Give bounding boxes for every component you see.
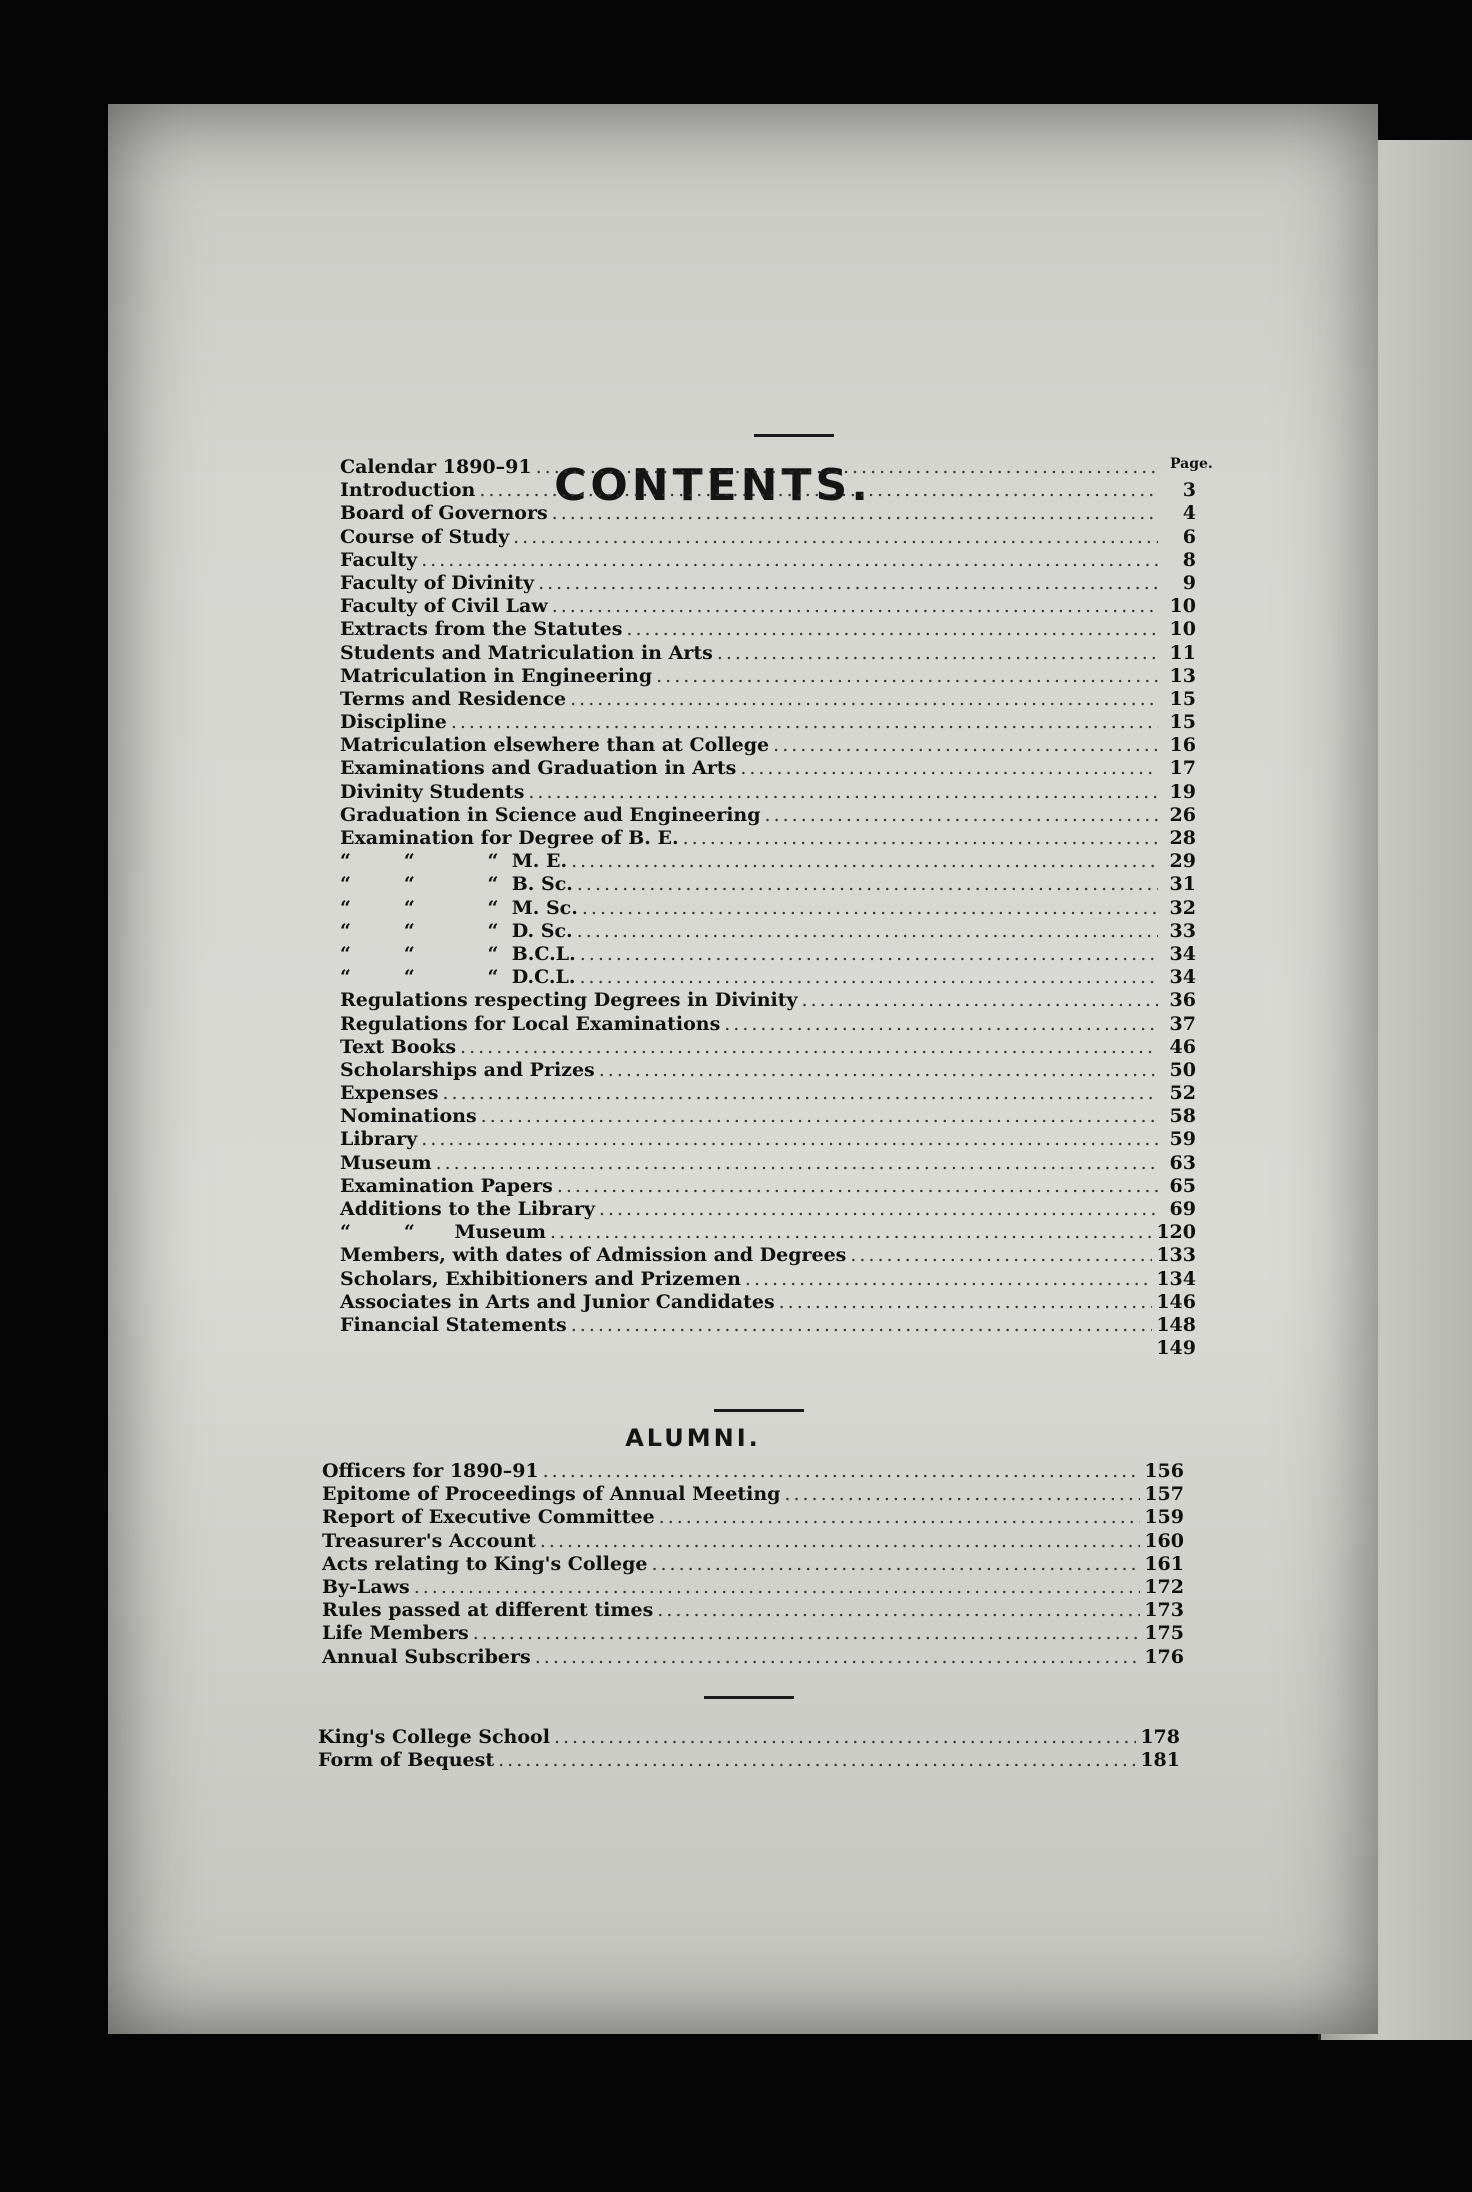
entry-page-number: 34 — [1169, 942, 1196, 965]
dot-leader — [421, 549, 1158, 572]
dot-leader — [552, 502, 1158, 525]
entry-title: “ “ Museum — [340, 1221, 547, 1244]
entry-page-number: 8 — [1182, 548, 1196, 571]
entry-title: Nominations — [340, 1105, 477, 1128]
dot-leader — [577, 920, 1158, 943]
entry-page-number: 178 — [1140, 1726, 1180, 1748]
entry-page-number: 69 — [1169, 1198, 1196, 1220]
entry-title: Museum — [340, 1151, 432, 1174]
contents-entry — [340, 479, 1196, 502]
entry-title: Report of Executive Committee — [322, 1506, 655, 1529]
entry-title: “ “ “ M. E. — [340, 850, 568, 873]
dot-leader — [498, 1749, 1136, 1772]
alumni-entry — [322, 1622, 1184, 1645]
contents-entry — [340, 781, 1196, 804]
entry-page-number: 157 — [1144, 1483, 1184, 1506]
contents-entry — [340, 1198, 1196, 1221]
entry-page-number: 16 — [1169, 734, 1196, 757]
entry-page-number: 133 — [1156, 1244, 1196, 1267]
entry-title: Course of Study — [340, 525, 510, 548]
school-entry — [318, 1726, 1180, 1749]
contents-entry — [340, 804, 1196, 827]
dot-leader — [536, 456, 1158, 479]
contents-entry — [340, 943, 1196, 966]
contents-entry — [340, 502, 1196, 525]
dot-leader — [657, 1599, 1140, 1622]
entry-title: Faculty of Civil Law — [340, 595, 548, 618]
alumni-entry — [322, 1483, 1184, 1506]
title-rule — [754, 434, 834, 437]
dot-leader — [513, 526, 1158, 549]
dot-leader — [570, 688, 1158, 711]
contents-entry — [340, 1036, 1196, 1059]
entry-title: Terms and Residence — [340, 687, 567, 710]
dot-leader — [582, 897, 1158, 920]
dot-leader — [528, 781, 1158, 804]
entry-title: Life Members — [322, 1622, 469, 1645]
entry-title: Regulations respecting Degrees in Divinity — [340, 989, 798, 1012]
dot-leader — [543, 1460, 1141, 1483]
alumni-entry — [322, 1576, 1184, 1599]
entry-title: Treasurer's Account — [322, 1529, 536, 1552]
entry-page-number: 11 — [1169, 641, 1196, 664]
dot-leader — [540, 1530, 1140, 1553]
entry-page-number: 13 — [1169, 664, 1196, 687]
entry-page-number: 59 — [1169, 1128, 1196, 1151]
entry-title: Graduation in Science aud Engineering — [340, 803, 761, 826]
entry-page-number: 19 — [1169, 780, 1196, 803]
alumni-entry — [322, 1646, 1184, 1669]
entry-title: Divinity Students — [340, 780, 525, 803]
entry-page-number: 28 — [1169, 827, 1196, 849]
contents-entry — [340, 711, 1196, 734]
entry-page-number: 29 — [1169, 850, 1196, 873]
contents-entry — [340, 1244, 1196, 1267]
entry-title: “ “ “ D. Sc. — [340, 919, 573, 942]
contents-entry — [340, 1291, 1196, 1314]
contents-entry — [340, 989, 1196, 1012]
contents-entry — [340, 873, 1196, 896]
dot-leader — [421, 1128, 1158, 1151]
contents-entry — [340, 1105, 1196, 1128]
school-entry — [318, 1749, 1180, 1772]
entry-page-number: 172 — [1144, 1575, 1184, 1598]
alumni-entry — [322, 1530, 1184, 1553]
contents-entry — [340, 665, 1196, 688]
entry-page-number: 15 — [1169, 687, 1196, 710]
alumni-contents-list — [322, 1460, 1184, 1669]
contents-entry — [340, 966, 1196, 989]
contents-entry — [340, 1128, 1196, 1151]
contents-entry — [340, 757, 1196, 780]
entry-page-number: 175 — [1144, 1622, 1184, 1645]
contents-entry — [340, 1013, 1196, 1036]
contents-entry — [340, 1059, 1196, 1082]
entry-page-number: 176 — [1144, 1645, 1184, 1668]
dot-leader — [481, 1105, 1158, 1128]
contents-entry — [340, 526, 1196, 549]
entry-title: King's College School — [318, 1726, 550, 1748]
contents-entry — [340, 595, 1196, 618]
dot-leader — [538, 572, 1158, 595]
entry-page-number: 52 — [1169, 1082, 1196, 1105]
entry-page-number: 26 — [1169, 803, 1196, 826]
entry-title: Text Books — [340, 1035, 457, 1058]
contents-entry — [340, 1175, 1196, 1198]
dot-leader — [656, 665, 1158, 688]
dot-leader — [479, 479, 1158, 502]
entry-title: Epitome of Proceedings of Annual Meeting — [322, 1483, 781, 1506]
dot-leader — [414, 1576, 1141, 1599]
entry-page-number: 15 — [1169, 711, 1196, 734]
entry-title: “ “ “ D.C.L. — [340, 966, 576, 989]
contents-entry — [340, 1268, 1196, 1291]
contents-entry — [340, 1221, 1196, 1244]
dot-leader — [580, 966, 1159, 989]
entry-title: Discipline — [340, 711, 447, 734]
entry-title: Regulations for Local Examinations — [340, 1012, 721, 1035]
entry-title: Matriculation elsewhere than at College — [340, 734, 770, 757]
dot-leader — [659, 1506, 1141, 1529]
dot-leader — [571, 850, 1158, 873]
entry-page-number: 181 — [1140, 1749, 1180, 1772]
dot-leader — [765, 804, 1158, 827]
contents-entry — [340, 1152, 1196, 1175]
entry-title: Introduction — [340, 479, 476, 502]
entry-page-number: 31 — [1169, 873, 1196, 896]
alumni-heading: ALUMNI. — [625, 1424, 761, 1452]
entry-page-number: 3 — [1182, 479, 1196, 502]
dot-leader — [773, 734, 1158, 757]
dot-leader — [550, 1221, 1152, 1244]
entry-title: Students and Matriculation in Arts — [340, 641, 713, 664]
dot-leader — [599, 1059, 1158, 1082]
dot-leader — [473, 1622, 1141, 1645]
entry-page-number: 159 — [1144, 1506, 1184, 1529]
book-page — [108, 104, 1378, 2034]
dot-leader — [554, 1726, 1136, 1749]
entry-page-number: 50 — [1169, 1058, 1196, 1081]
entry-title: Library — [340, 1128, 418, 1151]
dot-leader — [683, 827, 1158, 850]
entry-page-number: 120 — [1156, 1221, 1196, 1244]
school-rule — [704, 1696, 794, 1699]
school-contents-list — [318, 1726, 1180, 1772]
entry-title: Annual Subscribers — [322, 1645, 531, 1668]
entry-title: Officers for 1890–91 — [322, 1460, 539, 1482]
contents-entry — [340, 456, 1196, 479]
dot-leader — [651, 1553, 1140, 1576]
dot-leader — [580, 943, 1158, 966]
contents-entry — [340, 572, 1196, 595]
contents-entry — [340, 1082, 1196, 1105]
entry-page-number: 37 — [1169, 1012, 1196, 1035]
page-title: CONTENTS. — [554, 460, 872, 511]
dot-leader — [745, 1268, 1152, 1291]
entry-page-number: 36 — [1169, 989, 1196, 1012]
alumni-entry — [322, 1553, 1184, 1576]
contents-entry — [340, 734, 1196, 757]
entry-title: By-Laws — [322, 1575, 410, 1598]
dot-leader — [626, 618, 1158, 641]
entry-page-number: 17 — [1169, 757, 1196, 780]
entry-page-number: 6 — [1182, 525, 1196, 548]
entry-title: Expenses — [340, 1082, 439, 1105]
entry-title: “ “ “ M. Sc. — [340, 896, 578, 919]
contents-entry — [340, 920, 1196, 943]
entry-title: Rules passed at different times — [322, 1599, 654, 1622]
dot-leader — [442, 1082, 1158, 1105]
entry-title: Board of Governors — [340, 502, 548, 525]
entry-page-number: 134 — [1156, 1267, 1196, 1290]
entry-page-number: 4 — [1182, 502, 1196, 525]
entry-title: Faculty of Divinity — [340, 571, 535, 594]
alumni-entry — [322, 1506, 1184, 1529]
entry-page-number: 10 — [1169, 595, 1196, 618]
entry-page-number: 58 — [1169, 1105, 1196, 1128]
page-column-label: Page. — [1170, 456, 1213, 472]
entry-title: Examination Papers — [340, 1174, 553, 1197]
dot-leader — [557, 1175, 1158, 1198]
entry-page-number: 9 — [1182, 571, 1196, 594]
alumni-entry — [322, 1460, 1184, 1483]
contents-entry — [340, 549, 1196, 572]
entry-title: Financial Statements — [340, 1313, 567, 1336]
contents-entry — [340, 1337, 1196, 1360]
dot-leader — [724, 1013, 1158, 1036]
entry-title: Acts relating to King's College — [322, 1552, 648, 1575]
dot-leader — [577, 873, 1158, 896]
dot-leader — [784, 1483, 1140, 1506]
dot-leader — [451, 711, 1158, 734]
entry-page-number: 63 — [1169, 1151, 1196, 1174]
dot-leader — [740, 757, 1158, 780]
contents-entry — [340, 1314, 1196, 1337]
entry-page-number: 156 — [1144, 1460, 1184, 1482]
entry-title: Calendar 1890–91 — [340, 456, 532, 478]
dot-leader — [717, 642, 1158, 665]
dot-leader — [779, 1291, 1153, 1314]
entry-page-number: 146 — [1156, 1290, 1196, 1313]
contents-entry — [340, 618, 1196, 641]
entry-title: Form of Bequest — [318, 1749, 495, 1772]
entry-page-number: 161 — [1144, 1552, 1184, 1575]
entry-title: “ “ “ B. Sc. — [340, 873, 573, 896]
entry-title: Extracts from the Statutes — [340, 618, 623, 641]
entry-page-number: 10 — [1169, 618, 1196, 641]
entry-title: “ “ “ B.C.L. — [340, 942, 576, 965]
main-contents-list — [340, 456, 1196, 1360]
entry-title: Faculty — [340, 548, 418, 571]
dot-leader — [460, 1036, 1158, 1059]
entry-title: Matriculation in Engineering — [340, 664, 653, 687]
entry-page-number: 33 — [1169, 919, 1196, 942]
entry-title: Examinations and Graduation in Arts — [340, 757, 737, 780]
entry-title: Scholarships and Prizes — [340, 1058, 595, 1081]
entry-page-number: 34 — [1169, 966, 1196, 989]
dot-leader — [850, 1244, 1152, 1267]
alumni-entry — [322, 1599, 1184, 1622]
contents-entry — [340, 850, 1196, 873]
entry-page-number: 148 — [1156, 1313, 1196, 1336]
entry-page-number: 173 — [1144, 1599, 1184, 1622]
entry-page-number: 65 — [1169, 1174, 1196, 1197]
dot-leader — [802, 989, 1158, 1012]
dot-leader — [552, 595, 1158, 618]
entry-title: Associates in Arts and Junior Candidates — [340, 1290, 775, 1313]
contents-entry — [340, 897, 1196, 920]
contents-entry — [340, 827, 1196, 850]
dot-leader — [535, 1646, 1141, 1669]
entry-title: Additions to the Library — [340, 1198, 595, 1220]
contents-entry — [340, 642, 1196, 665]
section-rule — [714, 1409, 804, 1412]
entry-page-number: 149 — [1156, 1337, 1196, 1360]
dot-leader — [436, 1152, 1158, 1175]
dot-leader — [599, 1198, 1158, 1221]
entry-page-number: 160 — [1144, 1529, 1184, 1552]
entry-title: Examination for Degree of B. E. — [340, 827, 679, 849]
contents-entry — [340, 688, 1196, 711]
entry-page-number: 32 — [1169, 896, 1196, 919]
entry-title: Scholars, Exhibitioners and Prizemen — [340, 1267, 741, 1290]
entry-page-number: 46 — [1169, 1035, 1196, 1058]
dot-leader — [571, 1314, 1153, 1337]
entry-title: Members, with dates of Admission and Degrees — [340, 1244, 847, 1267]
